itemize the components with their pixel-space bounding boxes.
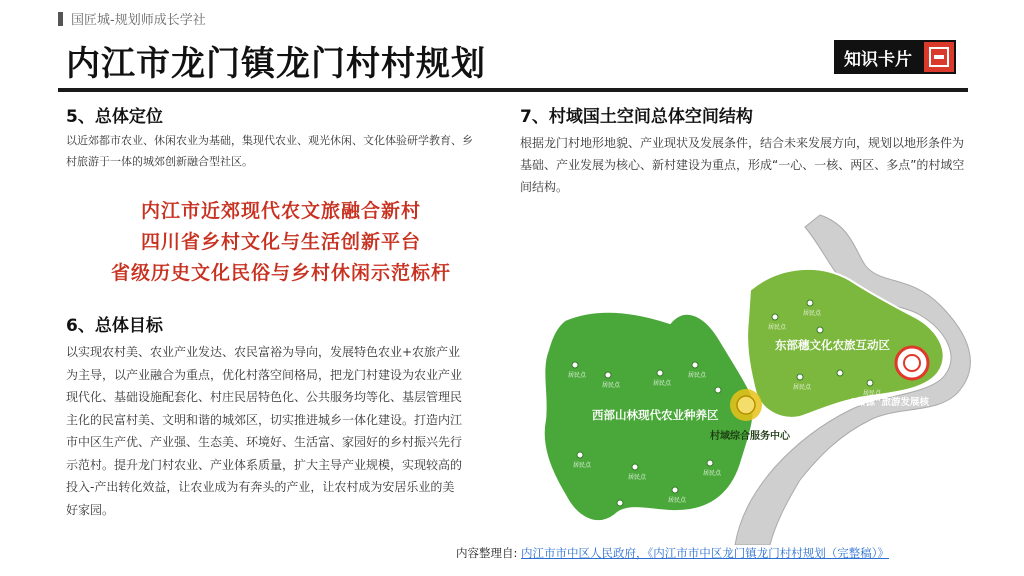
source-note [456,545,889,561]
resident-point-label: 居民点 [863,390,882,397]
resident-point [632,464,638,470]
resident-point-label: 居民点 [568,372,587,379]
page-title: 内江市龙门镇龙门村村规划 [66,44,486,84]
resident-point [657,370,663,376]
resident-point-label: 居民点 [653,380,672,387]
badge-label: 知识卡片 [834,40,922,74]
section6-heading: 6、总体目标 [66,316,163,336]
resident-point [807,300,813,306]
brand-mark-icon [58,12,63,26]
slogan-list [66,196,496,289]
resident-point [605,372,611,378]
resident-point [617,500,623,506]
source-link[interactable]: 内江市市中区人民政府，《内江市市中区龙门镇龙门村村规划（完整稿）》 [521,546,890,560]
section7-heading: 7、村域国土空间总体空间结构 [520,107,753,127]
spatial-structure-map [520,205,990,545]
brand-bar [58,9,206,28]
resident-point [572,362,578,368]
resident-point-label: 居民点 [602,382,621,389]
section5-heading: 5、总体定位 [66,107,163,127]
section7-text: 根据龙门村地形地貌、产业现状及发展条件，结合未来发展方向，规划以地形条件为基础、产业发展为核心、新村建设为重点，形成“一心、一核、两区、多点”的村域空间结构。 [520,136,965,194]
source-label: 内容整理自: [456,546,518,560]
resident-point [797,374,803,380]
east-zone-label: 东部穗文化农旅互动区 [775,338,890,352]
section5-text: 以近郊都市农业、休闲农业为基础，集现代农业、观光休闲、文化体验研学教育、乡村旅游于一体的城郊创新融合型社区。 [66,134,473,168]
resident-point-label: 居民点 [793,384,812,391]
resident-point [672,487,678,493]
resident-point-label: 居民点 [768,324,787,331]
resident-point [772,314,778,320]
resident-point-label: 居民点 [703,470,722,477]
resident-point [715,387,721,393]
resident-point [867,380,873,386]
guojiang-logo-icon [922,40,956,74]
slogan-item: 内江市近郊现代农文旅融合新村 [140,200,421,222]
tourism-core-marker [896,347,928,379]
resident-point [817,327,823,333]
resident-point-label: 居民点 [668,497,687,504]
service-center-label: 村域综合服务中心 [710,431,790,442]
resident-point [837,370,843,376]
title-divider [58,88,968,92]
slogan-item: 四川省乡村文化与生活创新平台 [140,231,421,253]
section6-text: 以实现农村美、农业产业发达、农民富裕为导向，发展特色农业+农旅产业为主导，以产业融合为重点，优化村落空间格局，把龙门村建设为农业产业现代化、基础设施配套化、村庄民居特色化、公共服务均等化、基层管理民主化的民富村美、文明和谐的城郊区，切实推进城乡一体化建设。打造内江市中区生产优、产业强、生态美、环境好、生活富、家园好的乡村振兴先行示范村。提升龙门村农业、产业体系质量，扩大主导产业规模，实现较高的投入-产出转化效益，让农业成为有奔头的产业，让农村成为安居乐业的美好家园。 [66,345,463,517]
resident-point [707,460,713,466]
brand-name: 国匠城-规划师成长学社 [71,13,206,28]
slogan-item: 省级历史文化民俗与乡村休闲示范标杆 [110,262,451,284]
resident-point [577,452,583,458]
resident-point-label: 居民点 [573,462,592,469]
resident-point-label: 居民点 [803,310,822,317]
west-zone-label: 西部山林现代农业种养区 [592,408,719,422]
resident-point-label: 居民点 [628,474,647,481]
tourism-core-label: “甜源”旅游发展核 [850,397,929,408]
knowledge-card-badge [834,40,956,74]
resident-point [692,362,698,368]
resident-point-label: 居民点 [688,372,707,379]
